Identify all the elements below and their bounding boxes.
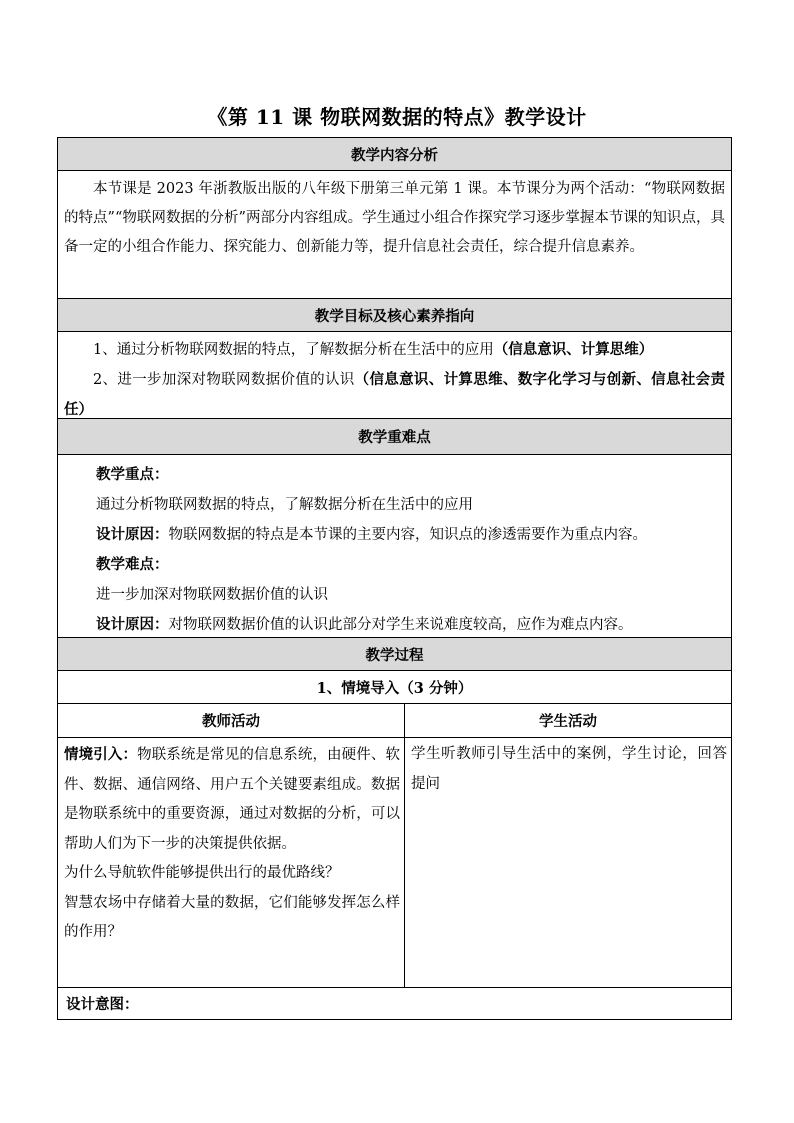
key-text: 通过分析物联网数据的特点，了解数据分析在生活中的应用 bbox=[96, 497, 473, 513]
key-reason bbox=[58, 520, 731, 550]
activity-column-headings bbox=[58, 704, 731, 738]
design-intent-row bbox=[58, 988, 731, 1019]
student-activity-heading bbox=[405, 704, 731, 737]
teacher-activity-label: 情境引入： bbox=[64, 746, 138, 763]
key-reason-label: 设计原因： bbox=[96, 526, 169, 543]
objectives-heading-text: 教学目标及核心素养指向 bbox=[314, 307, 475, 325]
teacher-question-2: 智慧农场中存储着大量的数据，它们能够发挥怎么样的作用？ bbox=[64, 894, 400, 940]
teacher-activity-heading bbox=[58, 704, 405, 737]
key-reason-text: 物联网数据的特点是本节课的主要内容，知识点的渗透需要作为重点内容。 bbox=[168, 527, 647, 543]
process-section-title bbox=[58, 671, 731, 704]
difficult-label: 教学难点： bbox=[96, 556, 169, 573]
objective-item-2 bbox=[58, 365, 731, 425]
teacher-activity-heading-text: 教师活动 bbox=[202, 713, 260, 730]
objective-2-text: 2、进一步加深对物联网数据价值的认识 bbox=[93, 372, 355, 388]
student-activity-heading-text: 学生活动 bbox=[539, 713, 597, 730]
key-points-heading bbox=[58, 419, 731, 455]
lesson-plan-table bbox=[57, 137, 732, 1020]
difficult-reason-label: 设计原因： bbox=[96, 616, 169, 633]
difficult-reason bbox=[58, 610, 731, 640]
process-heading-text: 教学过程 bbox=[365, 646, 424, 664]
content-analysis-heading-text: 教学内容分析 bbox=[351, 146, 438, 164]
teacher-activity-text bbox=[58, 738, 404, 948]
objective-1-tag: （信息意识、计算思维） bbox=[493, 341, 654, 358]
document-title: 《第 11 课 物联网数据的特点》教学设计 bbox=[207, 105, 587, 129]
student-activity-cell bbox=[405, 738, 731, 987]
teacher-activity-cell bbox=[58, 738, 405, 987]
key-label: 教学重点： bbox=[96, 466, 169, 483]
design-intent-label: 设计意图： bbox=[66, 996, 139, 1013]
objective-1-text: 1、通过分析物联网数据的特点，了解数据分析在生活中的应用 bbox=[93, 342, 494, 358]
content-analysis-heading bbox=[58, 138, 731, 171]
key-points-body bbox=[58, 455, 731, 638]
content-analysis-body bbox=[58, 171, 731, 299]
objectives-body bbox=[58, 332, 731, 419]
activity-content-row bbox=[58, 738, 731, 988]
process-heading bbox=[58, 638, 731, 671]
teacher-question-1: 为什么导航软件能够提供出行的最优路线？ bbox=[64, 865, 340, 881]
process-section-title-text: 1、情境导入（3 分钟） bbox=[316, 679, 473, 697]
student-activity-text: 学生听教师引导生活中的案例，学生讨论，回答提问 bbox=[411, 746, 727, 792]
objective-2-tag: （信息意识、计算思维、数字化学习与创新、信息社会责任） bbox=[64, 371, 725, 418]
objective-item-1 bbox=[58, 335, 731, 365]
content-analysis-text: 本节课是 2023 年浙教版出版的八年级下册第三单元第 1 课。本节课分为两个活动：“物联网数据的特点”“物联网数据的分析”两部分内容组成。学生通过小组合作探究学习逐步掌握本节课的知识点，具备一定的小组合作能力、探究能力、创新能力等，提升信息社会责任，综合提升信息素养。 bbox=[64, 181, 725, 255]
difficult-text: 进一步加深对物联网数据价值的认识 bbox=[96, 587, 328, 603]
key-points-heading-text: 教学重难点 bbox=[358, 429, 431, 446]
objectives-heading bbox=[58, 299, 731, 332]
difficult-reason-text: 对物联网数据价值的认识此部分对学生来说难度较高，应作为难点内容。 bbox=[168, 617, 633, 633]
teacher-activity-body: 物联系统是常见的信息系统，由硬件、软件、数据、通信网络、用户五个关键要素组成。数据是物联系统中的重要资源，通过对数据的分析，可以帮助人们为下一步的决策提供依据。 bbox=[64, 747, 401, 852]
